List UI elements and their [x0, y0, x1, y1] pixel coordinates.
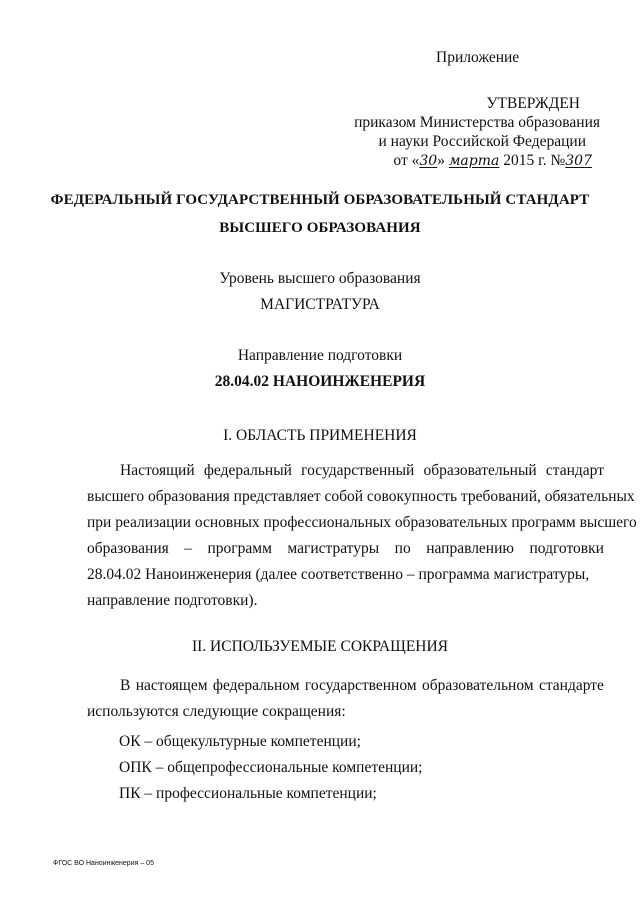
- date-mid: »: [437, 152, 445, 169]
- paragraph-word: образовательном: [421, 677, 534, 694]
- direction-value: 28.04.02 НАНОИНЖЕНЕРИЯ: [214, 373, 426, 390]
- paragraph-word: Настоящий: [120, 462, 195, 479]
- paragraph-word: образовательный: [423, 462, 537, 479]
- order-line-1: приказом Министерства образования: [354, 114, 600, 131]
- paragraph-word: направление подготовки).: [87, 592, 258, 609]
- section-1-heading: I. ОБЛАСТЬ ПРИМЕНЕНИЯ: [223, 427, 417, 444]
- paragraph-word: В: [120, 677, 131, 694]
- paragraph-word: программ: [207, 540, 272, 557]
- paragraph-word: при реализации основных профессиональных образовательных программ высшего: [87, 514, 637, 531]
- section-1-line: [87, 458, 604, 484]
- order-date-line: [340, 151, 600, 171]
- date-year: 2015 г. №: [503, 152, 566, 169]
- document-title-line-2: ВЫСШЕГО ОБРАЗОВАНИЯ: [219, 220, 421, 236]
- level-value: МАГИСТРАТУРА: [260, 296, 380, 313]
- section-2-heading: II. ИСПОЛЬЗУЕМЫЕ СОКРАЩЕНИЯ: [191, 638, 449, 655]
- paragraph-word: стандарт: [545, 462, 604, 479]
- appendix-label: Приложение: [436, 49, 520, 66]
- section-1-line: [87, 588, 604, 614]
- date-from: от «: [393, 152, 420, 169]
- date-month: марта: [448, 153, 500, 169]
- section-1-line: [87, 562, 604, 588]
- abbreviation-item: ОПК – общепрофессиональные компетенции;: [119, 759, 423, 776]
- section-1-line: [87, 536, 604, 562]
- approved-label: УТВЕРЖДЕН: [486, 95, 580, 112]
- section-1-line: [87, 510, 637, 536]
- section-2-intro-line-2: используются следующие сокращения:: [87, 703, 346, 720]
- paragraph-word: по: [394, 540, 411, 557]
- paragraph-word: стандарте: [538, 677, 604, 694]
- abbreviation-item: ПК – профессиональные компетенции;: [119, 785, 377, 802]
- paragraph-word: государственный: [301, 462, 415, 479]
- paragraph-word: магистратуры: [287, 540, 380, 557]
- paragraph-word: 28.04.02 Наноинженерия (далее соответственно – программа магистратуры,: [87, 566, 590, 583]
- paragraph-word: подготовки: [529, 540, 604, 557]
- section-1-line: [87, 484, 635, 510]
- section-2-intro: [87, 673, 604, 725]
- paragraph-word: –: [184, 540, 192, 557]
- paragraph-word: настоящем: [135, 677, 208, 694]
- abbreviation-item: ОК – общекультурные компетенции;: [119, 733, 361, 750]
- section-1-paragraph: [87, 458, 637, 614]
- paragraph-word: государственном: [304, 677, 417, 694]
- paragraph-word: направлению: [426, 540, 514, 557]
- order-number: 307: [565, 153, 592, 169]
- paragraph-word: федеральном: [212, 677, 300, 694]
- paragraph-word: высшего образования представляет собой совокупность требований, обязательных: [87, 488, 635, 505]
- date-day: 30: [419, 153, 438, 169]
- document-title-line-1: ФЕДЕРАЛЬНЫЙ ГОСУДАРСТВЕННЫЙ ОБРАЗОВАТЕЛЬНЫЙ СТАНДАРТ: [50, 192, 590, 208]
- page-footer: ФГОС ВО Наноинженерия – 05: [53, 860, 154, 867]
- paragraph-word: образования: [87, 540, 169, 557]
- level-label: Уровень высшего образования: [219, 270, 421, 287]
- approval-block: [340, 94, 600, 171]
- paragraph-word: федеральный: [203, 462, 292, 479]
- order-line-2: и науки Российской Федерации: [378, 133, 586, 150]
- direction-label: Направление подготовки: [237, 347, 403, 364]
- section-2-intro-line-1: [87, 673, 604, 699]
